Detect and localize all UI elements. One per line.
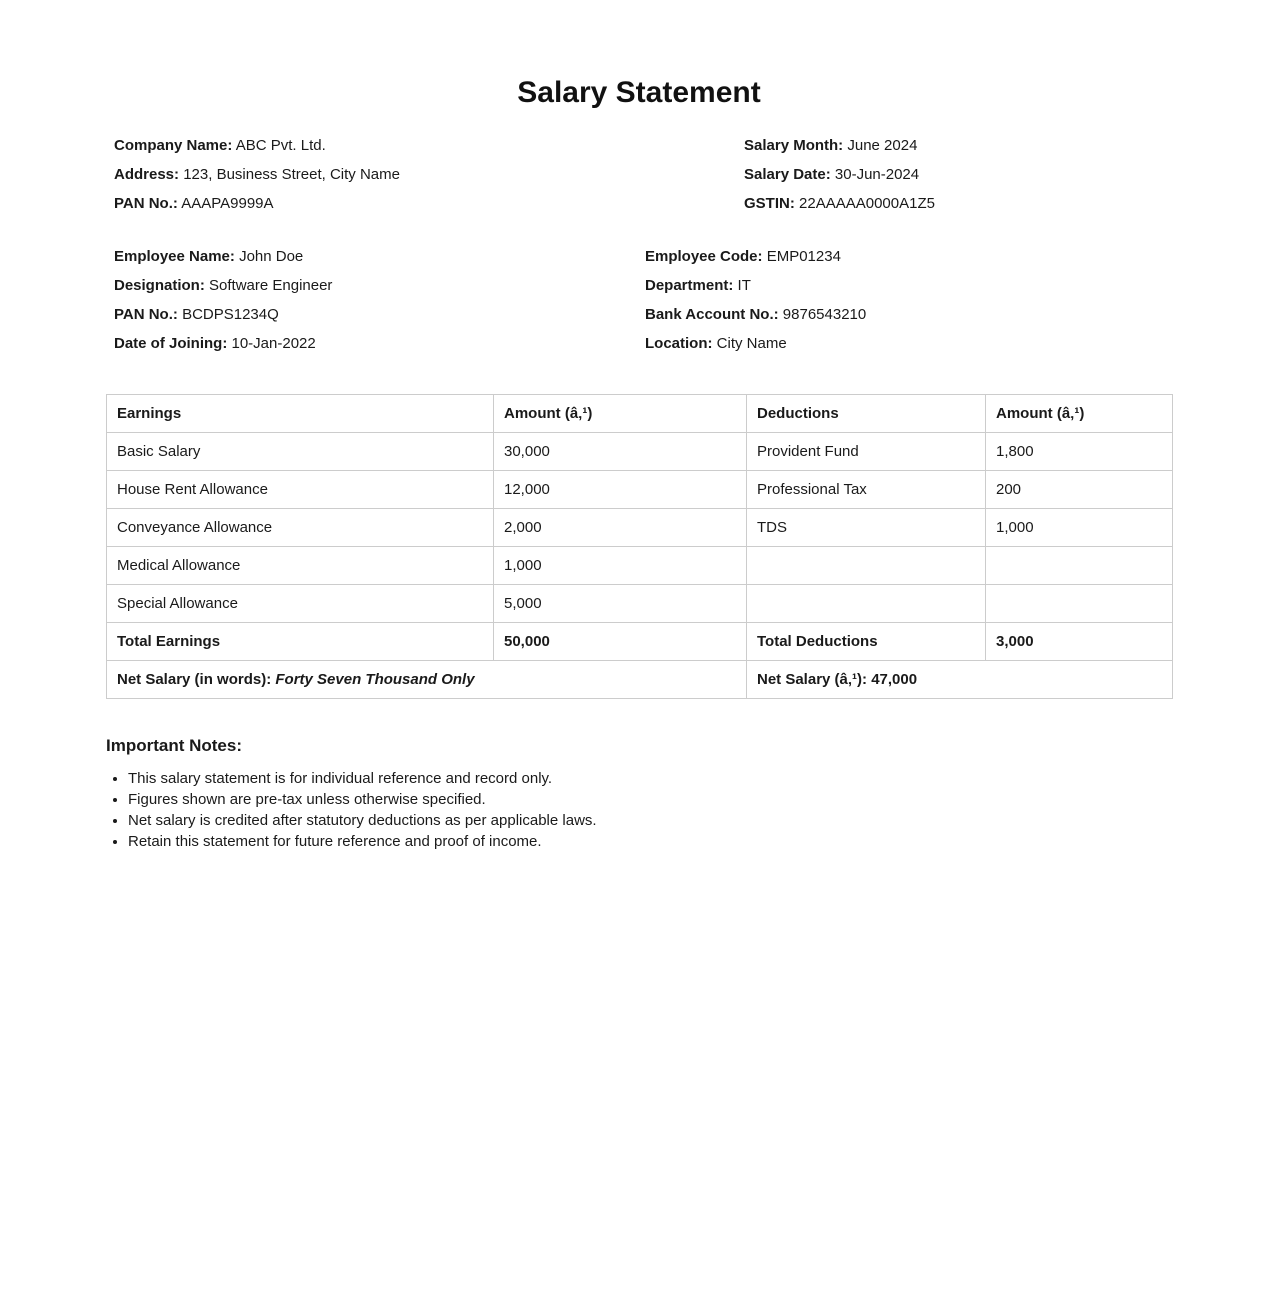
gstin-label: GSTIN: [744, 195, 795, 212]
total-deductions-label-cell: Total Deductions [747, 623, 986, 661]
notes-heading: Important Notes: [106, 736, 242, 755]
deduction-amount-cell: 1,000 [986, 509, 1173, 547]
net-salary-words-label: Net Salary (in words): [117, 671, 272, 688]
total-earnings-amount-cell: 50,000 [494, 623, 747, 661]
earning-name-cell: House Rent Allowance [107, 471, 494, 509]
earning-name-cell: Basic Salary [107, 433, 494, 471]
employee-info-left-column [114, 248, 645, 364]
date-of-joining-label: Date of Joining: [114, 335, 228, 352]
notes-list [106, 768, 1172, 852]
table-row [107, 585, 1173, 623]
salary-date-label: Salary Date: [744, 166, 831, 183]
total-earnings-label-cell: Total Earnings [107, 623, 494, 661]
employee-name-field [114, 248, 645, 265]
earning-amount-cell: 30,000 [494, 433, 747, 471]
employee-code-value: EMP01234 [766, 248, 841, 265]
company-address-label: Address: [114, 166, 180, 183]
company-info-right-column [744, 137, 1172, 224]
deduction-name-cell: Provident Fund [747, 433, 986, 471]
list-item: • This salary statement is for individual reference and record only. [128, 768, 1172, 789]
designation-value: Software Engineer [209, 277, 333, 294]
employee-code-field [645, 248, 1172, 265]
employee-pan-label: PAN No.: [114, 306, 178, 323]
gstin-field [744, 195, 1172, 212]
employee-name-label: Employee Name: [114, 248, 235, 265]
deduction-name-cell [747, 585, 986, 623]
page-title: Salary Statement [517, 76, 761, 109]
deduction-amount-cell [986, 585, 1173, 623]
earning-amount-cell: 2,000 [494, 509, 747, 547]
company-name-label: Company Name: [114, 137, 233, 154]
salary-month-label: Salary Month: [744, 137, 844, 154]
employee-info-right-column [645, 248, 1172, 364]
totals-row [107, 623, 1173, 661]
list-item: • Retain this statement for future reference and proof of income. [128, 831, 1172, 852]
gstin-value: 22AAAAA0000A1Z5 [799, 195, 935, 212]
earning-name-cell: Conveyance Allowance [107, 509, 494, 547]
location-field [645, 335, 1172, 352]
earning-amount-cell: 5,000 [494, 585, 747, 623]
designation-field [114, 277, 645, 294]
important-notes-section [106, 736, 1172, 852]
deduction-amount-cell: 200 [986, 471, 1173, 509]
employee-pan-value: BCDPS1234Q [182, 306, 279, 323]
designation-label: Designation: [114, 277, 205, 294]
company-info-left-column [114, 137, 744, 224]
net-salary-words-value: Forty Seven Thousand Only [275, 671, 475, 688]
earnings-amount-column-header: Amount (â‚¹) [494, 395, 747, 433]
salary-date-field [744, 166, 1172, 183]
company-pan-field [114, 195, 744, 212]
salary-month-value: June 2024 [847, 137, 918, 154]
earning-name-cell: Medical Allowance [107, 547, 494, 585]
location-value: City Name [716, 335, 787, 352]
deduction-amount-cell [986, 547, 1173, 585]
table-row [107, 547, 1173, 585]
date-of-joining-value: 10-Jan-2022 [231, 335, 316, 352]
deductions-amount-column-header: Amount (â‚¹) [986, 395, 1173, 433]
deduction-name-cell: TDS [747, 509, 986, 547]
company-info-section [106, 137, 1172, 224]
net-salary-amount-cell: Net Salary (â‚¹): 47,000 [747, 661, 1173, 699]
salary-statement-document [106, 0, 1172, 852]
company-name-field [114, 137, 744, 154]
table-row [107, 433, 1173, 471]
bank-account-label: Bank Account No.: [645, 306, 779, 323]
department-field [645, 277, 1172, 294]
salary-table [106, 394, 1173, 699]
earning-name-cell: Special Allowance [107, 585, 494, 623]
salary-month-field [744, 137, 1172, 154]
table-row [107, 509, 1173, 547]
employee-name-value: John Doe [239, 248, 304, 265]
deductions-column-header: Deductions [747, 395, 986, 433]
bank-account-value: 9876543210 [782, 306, 867, 323]
company-address-field [114, 166, 744, 183]
list-item: • Figures shown are pre-tax unless otherwise specified. [128, 789, 1172, 810]
total-deductions-amount-cell: 3,000 [986, 623, 1173, 661]
department-value: IT [737, 277, 751, 294]
employee-info-section [106, 248, 1172, 364]
earning-amount-cell: 1,000 [494, 547, 747, 585]
company-pan-value: AAAPA9999A [181, 195, 274, 212]
salary-date-value: 30-Jun-2024 [834, 166, 920, 183]
bank-account-field [645, 306, 1172, 323]
earnings-column-header: Earnings [107, 395, 494, 433]
company-pan-label: PAN No.: [114, 195, 178, 212]
employee-pan-field [114, 306, 645, 323]
net-salary-words-cell [107, 661, 747, 699]
date-of-joining-field [114, 335, 645, 352]
net-salary-row [107, 661, 1173, 699]
company-name-value: ABC Pvt. Ltd. [235, 137, 326, 154]
table-row [107, 471, 1173, 509]
list-item: • Net salary is credited after statutory deductions as per applicable laws. [128, 810, 1172, 831]
company-address-value: 123, Business Street, City Name [183, 166, 400, 183]
salary-table-header-row [107, 395, 1173, 433]
deduction-name-cell: Professional Tax [747, 471, 986, 509]
employee-code-label: Employee Code: [645, 248, 763, 265]
earning-amount-cell: 12,000 [494, 471, 747, 509]
deduction-name-cell [747, 547, 986, 585]
location-label: Location: [645, 335, 713, 352]
department-label: Department: [645, 277, 734, 294]
deduction-amount-cell: 1,800 [986, 433, 1173, 471]
